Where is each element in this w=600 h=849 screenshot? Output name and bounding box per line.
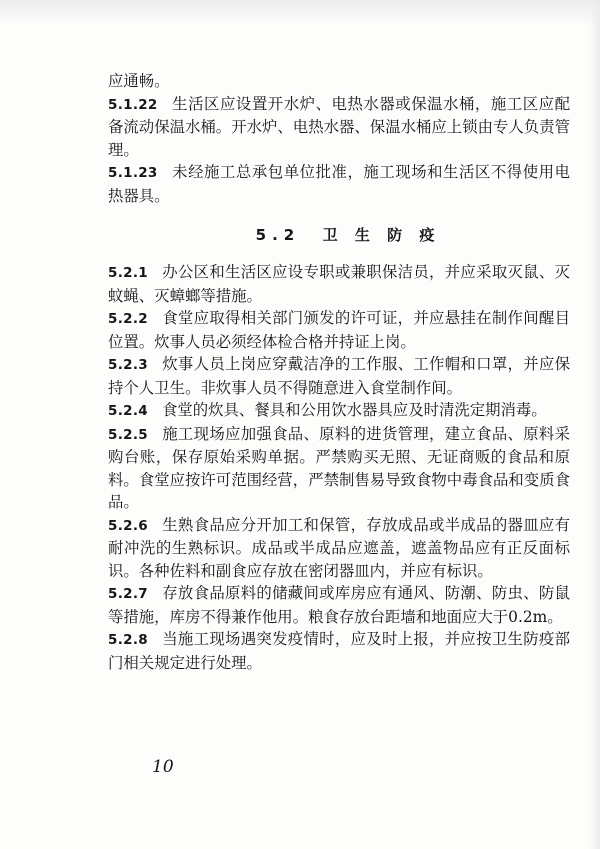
- clause-5-2-3: [108, 353, 570, 399]
- clause-5-2-4: [108, 399, 570, 423]
- clause-5-2-7: [108, 582, 570, 628]
- clause-5-2-1: [108, 261, 570, 307]
- clause-text: 生活区应设置开水炉、电热水器或保温水桶，施工区应配备流动保温水桶。开水炉、电热水器、保温水桶应上锁由专人负责管理。: [108, 94, 570, 159]
- clause-number: 5.2.5: [108, 426, 148, 443]
- clause-number: 5.2.6: [108, 517, 148, 534]
- clause-number: 5.2.3: [108, 357, 148, 373]
- clause-5-2-5: [108, 423, 570, 514]
- clause-5-2-6: [108, 514, 570, 583]
- clause-text: 食堂的炊具、餐具和公用饮水器具应及时清洗定期消毒。: [161, 401, 547, 419]
- continued-text: 应通畅。: [108, 72, 170, 90]
- section-heading: [108, 224, 570, 245]
- clause-number: 5.2.1: [108, 265, 148, 281]
- clause-text: 食堂应取得相关部门颁发的许可证，并应悬挂在制作间醒目位置。炊事人员必须经体检合格并持证上岗。: [108, 309, 570, 351]
- clause-5-1-23: [108, 161, 570, 207]
- page-content: [108, 70, 570, 674]
- clause-text: 当施工现场遇突发疫情时，应及时上报，并应按卫生防疫部门相关规定进行处理。: [108, 630, 570, 672]
- clause-number: 5.2.2: [108, 311, 148, 327]
- section-title: 卫 生 防 疫: [322, 226, 441, 244]
- page-number: 10: [152, 757, 174, 777]
- scan-shadow-right: [590, 0, 600, 849]
- clause-5-1-22: [108, 93, 570, 162]
- scan-shadow-top: [0, 0, 600, 26]
- clause-number: 5.2.7: [108, 586, 148, 602]
- clause-text: 办公区和生活区应设专职或兼职保洁员，并应采取灭鼠、灭蚊蝇、灭蟑螂等措施。: [108, 263, 570, 305]
- clause-5-2-8: [108, 628, 570, 674]
- clause-text: 生熟食品应分开加工和保管，存放成品或半成品的器皿应有耐冲洗的生熟标识。成品或半成品应遮盖，遮盖物品应有正反面标识。各种佐料和副食应存放在密闭器皿内，并应有标识。: [108, 515, 570, 580]
- clause-5-2-2: [108, 307, 570, 353]
- clause-number: 5.2.8: [108, 632, 148, 648]
- clause-text: 未经施工总承包单位批准，施工现场和生活区不得使用电热器具。: [108, 163, 570, 205]
- clause-number: 5.2.4: [108, 403, 148, 419]
- clause-number: 5.1.22: [108, 96, 158, 113]
- clause-text: 存放食品原料的储藏间或库房应有通风、防潮、防虫、防鼠等措施，库房不得兼作他用。粮食存放台距墙和地面应大于0.2m。: [108, 584, 570, 626]
- section-number: 5.2: [255, 226, 301, 244]
- clause-text: 施工现场应加强食品、原料的进货管理，建立食品、原料采购台账，保存原始采购单据。严禁购买无照、无证商贩的食品和原料。食堂应按许可范围经营，严禁制售易导致食物中毒食品和变质食品。: [108, 424, 570, 511]
- clause-text: 炊事人员上岗应穿戴洁净的工作服、工作帽和口罩，并应保持个人卫生。非炊事人员不得随意进入食堂制作间。: [108, 355, 570, 397]
- clause-number: 5.1.23: [108, 165, 158, 181]
